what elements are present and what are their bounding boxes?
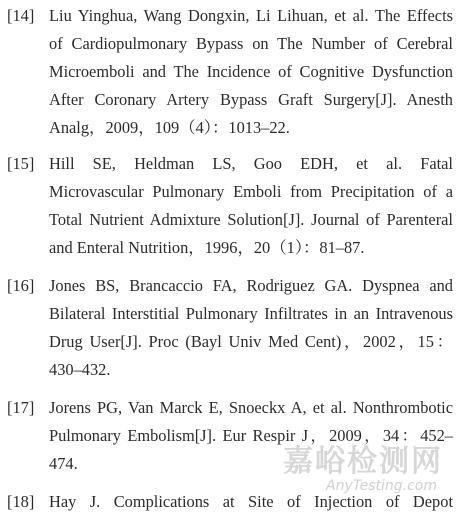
reference-line: 430–432. [49, 360, 111, 379]
reference-line: 474. [49, 454, 78, 473]
reference-item-18 [0, 488, 457, 516]
reference-number: [15] [7, 154, 35, 173]
reference-line: Hay J. Complications at Site of Injection of Depot [49, 492, 453, 511]
reference-line: and Enteral Nutrition，1996，20（1）：81–87. [49, 238, 365, 257]
reference-line: of Cardiopulmonary Bypass on The Number of Cerebral [49, 34, 453, 53]
reference-line: Microemboli and The Incidence of Cognitive Dysfunction [49, 62, 453, 81]
reference-line: Hill SE, Heldman LS, Goo EDH, et al. Fatal [49, 154, 453, 173]
reference-item-15 [0, 150, 457, 262]
reference-line: Liu Yinghua, Wang Dongxin, Li Lihuan, et al. The Effects [49, 6, 453, 25]
reference-number: [14] [7, 6, 35, 25]
reference-item-16 [0, 272, 457, 384]
reference-line: Bilateral Interstitial Pulmonary Infiltrates in an Intravenous [49, 304, 453, 323]
reference-line: Microvascular Pulmonary Emboli from Precipitation of a [49, 182, 453, 201]
reference-line: After Coronary Artery Bypass Graft Surgery[J]. Anesth [49, 90, 453, 109]
reference-line: Pulmonary Embolism[J]. Eur Respir J，2009，34：452– [49, 426, 453, 445]
watermark-chinese-text: 嘉峪检测网 [283, 444, 443, 479]
reference-item-14 [0, 2, 457, 142]
reference-line: Jones BS, Brancaccio FA, Rodriguez GA. Dyspnea and [49, 276, 453, 295]
reference-item-17 [0, 394, 457, 478]
reference-number: [16] [7, 276, 35, 295]
reference-line: Analg，2009，109（4）：1013–22. [49, 118, 290, 137]
watermark-english-text: AnyTesting.com [326, 478, 437, 494]
reference-number: [18] [7, 492, 35, 511]
reference-line: Jorens PG, Van Marck E, Snoeckx A, et al. Nonthrombotic [49, 398, 453, 417]
reference-line: Drug User[J]. Proc (Bayl Univ Med Cent)，2002，15： [49, 332, 453, 351]
reference-line: Total Nutrient Admixture Solution[J]. Journal of Parenteral [49, 210, 453, 229]
reference-number: [17] [7, 398, 35, 417]
